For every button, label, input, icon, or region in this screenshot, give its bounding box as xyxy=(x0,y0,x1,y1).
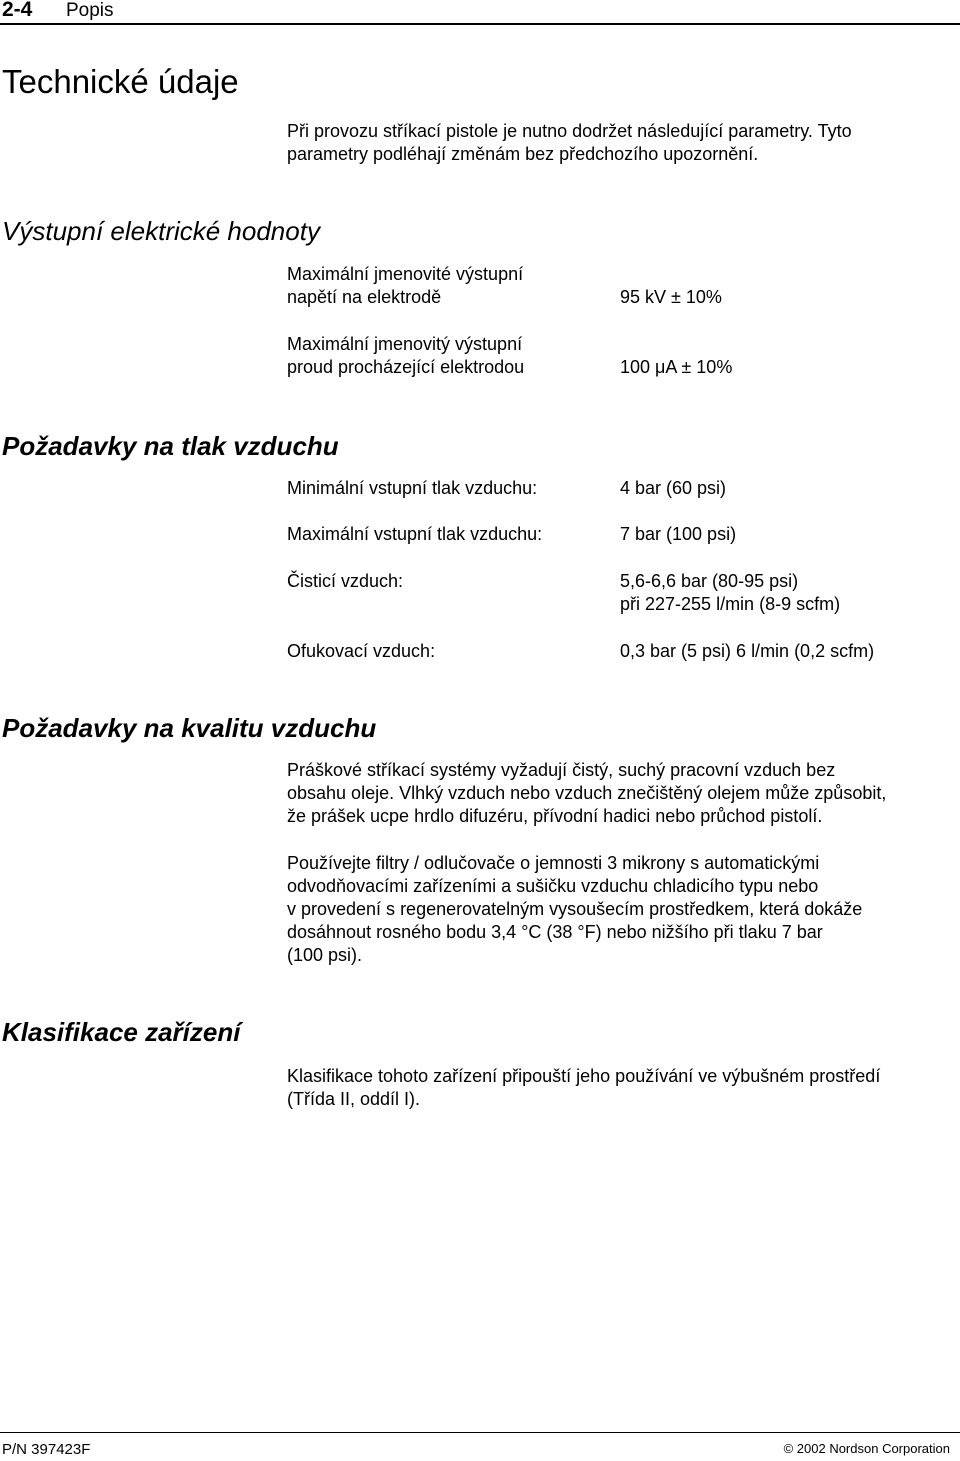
classification-line2: (Třída II, oddíl I). xyxy=(287,1089,421,1109)
quality-para2-line1: Používejte filtry / odlučovače o jemnosti 3 mikrony s automatickými xyxy=(287,853,820,873)
quality-para2-line4: dosáhnout rosného bodu 3,4 °C (38 °F) nebo nižšího při tlaku 7 bar xyxy=(287,922,823,942)
page-number: 2-4 xyxy=(2,0,33,21)
current-value: 100 μA ± 10% xyxy=(620,357,733,377)
purge-air-value: 5,6-6,6 bar (80-95 psi) xyxy=(620,571,799,591)
blow-air-label: Ofukovací vzduch: xyxy=(287,641,436,661)
quality-para2-line3: v provedení s regenerovatelným vysoušecím prostředkem, která dokáže xyxy=(287,899,863,919)
classification-line1: Klasifikace tohoto zařízení připouští jeho používání ve výbušném prostředí xyxy=(287,1066,881,1086)
footer-rule xyxy=(0,1432,960,1433)
electrical-heading: Výstupní elektrické hodnoty xyxy=(2,216,320,246)
quality-para1-line1: Práškové stříkací systémy vyžadují čistý, suchý pracovní vzduch bez xyxy=(287,760,836,780)
header-rule xyxy=(0,23,960,25)
voltage-label-line1: Maximální jmenovité výstupní xyxy=(287,264,524,284)
part-number: P/N 397423F xyxy=(2,1441,91,1458)
min-pressure-label: Minimální vstupní tlak vzduchu: xyxy=(287,478,538,498)
current-label-line2: proud procházející elektrodou xyxy=(287,357,525,377)
current-label-line1: Maximální jmenovitý výstupní xyxy=(287,334,523,354)
voltage-value: 95 kV ± 10% xyxy=(620,287,722,307)
page-title: Technické údaje xyxy=(2,63,239,100)
quality-para1-line3: že prášek ucpe hrdlo difuzéru, přívodní hadici nebo průchod pistolí. xyxy=(287,806,823,826)
purge-air-label: Čisticí vzduch: xyxy=(287,571,404,591)
purge-air-value-line2: při 227-255 l/min (8-9 scfm) xyxy=(620,594,841,614)
quality-para2-line5: (100 psi). xyxy=(287,945,363,965)
quality-heading: Požadavky na kvalitu vzduchu xyxy=(2,713,377,743)
max-pressure-value: 7 bar (100 psi) xyxy=(620,524,737,544)
blow-air-value: 0,3 bar (5 psi) 6 l/min (0,2 scfm) xyxy=(620,641,875,661)
min-pressure-value: 4 bar (60 psi) xyxy=(620,478,727,498)
copyright: © 2002 Nordson Corporation xyxy=(783,1441,950,1456)
pressure-heading: Požadavky na tlak vzduchu xyxy=(2,431,339,461)
quality-para1-line2: obsahu oleje. Vlhký vzduch nebo vzduch znečištěný olejem může způsobit, xyxy=(287,783,887,803)
classification-heading: Klasifikace zařízení xyxy=(2,1017,241,1047)
voltage-label-line2: napětí na elektrodě xyxy=(287,287,442,307)
intro-paragraph: Při provozu stříkací pistole je nutno dodržet následující parametry. Tyto parametry podléhají změnám bez předchozího upozornění. xyxy=(287,121,852,164)
max-pressure-label: Maximální vstupní tlak vzduchu: xyxy=(287,524,543,544)
section-name: Popis xyxy=(66,0,114,21)
quality-para2-line2: odvodňovacími zařízeními a sušičku vzduchu chladicího typu nebo xyxy=(287,876,819,896)
